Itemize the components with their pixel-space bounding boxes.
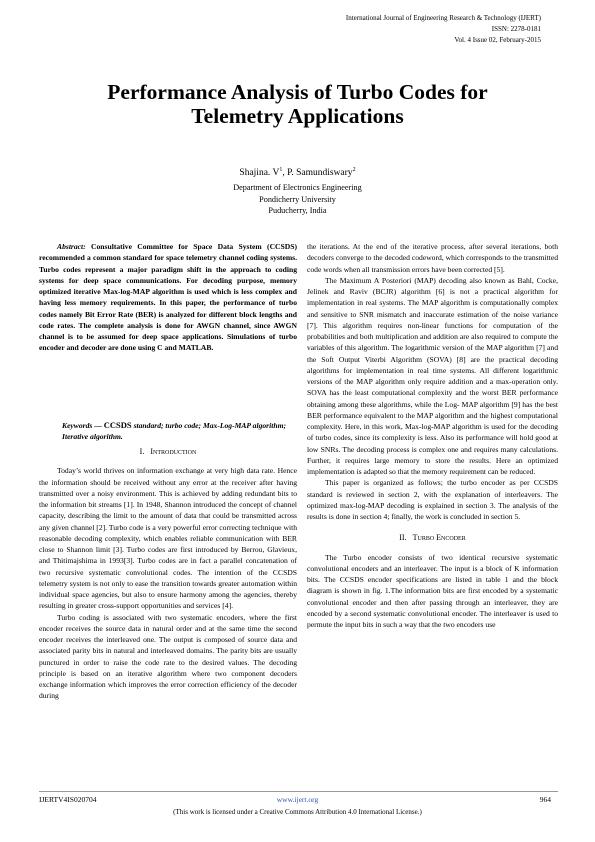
footer-divider <box>39 791 558 792</box>
intro-paragraph-2: Turbo coding is associated with two systematic encoders, where the first encoder receives the source data in natural order and at the same time the second encoder receives the interleaved one. The output is composed of source data and associated parity bits in natural and interleaved domains. The parity bits are usually punctured in order to raise the code rate to the desired values. The decoding principle is based on an iterative algorithm where two component decoders exchange information which improves the error correction efficiency of the decoder during <box>39 612 297 701</box>
journal-name: International Journal of Engineering Research & Technology (IJERT) <box>345 14 541 22</box>
keywords-text: standard; turbo code; Max-Log-MAP algorithm; Iterative algorithm. <box>62 421 287 441</box>
section-2-title: Turbo Encoder <box>412 533 466 543</box>
keywords <box>62 420 297 442</box>
affiliation-dept: Department of Electronics Engineering <box>233 183 362 192</box>
keywords-lead: CCSDS <box>103 420 132 430</box>
affiliation <box>0 182 595 217</box>
journal-header <box>346 13 541 46</box>
section-1-title: Introduction <box>150 447 197 456</box>
abstract-label: Abstract: <box>57 242 86 251</box>
abstract-text: Consultative Committee for Space Data System (CCSDS) recommended a common standard for space telemetry channel coding systems. Turbo codes represent a major paradigm shift in the approach to coding systems for deep space communications. For decoding purpose, memory optimized iterative Max-log-MAP algorithm is used which is less complex and having less memory requirements. In this paper, the performance of turbo codes namely Bit Error Rate (BER) is analyzed for different block lengths and code rates. The complete analysis is done for AWGN channel, since AWGN channel is to be assumed for deep space applications. Simulations of turbo encoder and decoder are done using C and MATLAB. <box>39 242 297 353</box>
intro-paragraph-1: Today’s world thrives on information exchange at very high data rate. Hence the information should be received without any error at the receiver after having transmitted over a noisy environment. This is achieved by adding redundant bits to the information bit streams [1]. In 1948, Shannon introduced the concept of channel capacity, describing the limit to the amount of data that could be transmitted across any given channel [2]. Turbo code is a very powerful error correcting technique with reasonable decoding complexity, which enables reliable communication with BER close to Shannon limit [3]. Turbo codes are first introduced by Berrou, Glavieux, and Thitimajshima in 1993[3]. Turbo codes are in fact a parallel concatenation of two recursive systematic convolutional codes. The intention of the CCSDS telemetry system is not only to ease the transition towards greater automation within individual space agencies, but also to ensure harmony among the agencies, thereby resulting in greater cross-support opportunities and services [4]. <box>39 466 297 611</box>
left-column-body <box>39 446 297 702</box>
encoder-paragraph-1: The Turbo encoder consists of two identical recursive systematic convolutional encoders and an interleaver. The input is a block of K information bits. The CCSDS encoder specifications are listed in table 1 and the block diagram is shown in fig. 1.The information bits are first encoded by a systematic convolutional encoder and then after passing through an interleaver, they are encoded by a second systematic convolutional encoder. The interleaver is used to permute the input bits in such a way that the two encoders use <box>307 552 558 629</box>
affiliation-city: Puducherry, India <box>268 206 327 215</box>
right-paragraph-0: the iterations. At the end of the iterative process, after several iterations, both decoders converge to the decoded codeword, which corresponds to the transmitted code words when all transmission errors have been corrected [5]. <box>307 242 558 274</box>
journal-url-link[interactable]: www.ijert.org <box>276 795 319 804</box>
author-1: Shajina. V <box>239 168 280 179</box>
author-2: , P. Samundiswary <box>282 168 353 179</box>
keywords-label: Keywords — <box>62 421 102 430</box>
paper-id: IJERTV4IS020704 <box>39 795 97 804</box>
paper-title <box>40 80 555 128</box>
section-2-heading <box>307 532 558 543</box>
issn: ISSN: 2278-0181 <box>491 25 541 33</box>
title-line-2: Telemetry Applications <box>191 104 404 128</box>
license-note: (This work is licensed under a Creative Commons Attribution 4.0 International License.) <box>173 808 422 816</box>
right-paragraph-1: The Maximum A Posteriori (MAP) decoding also known as Bahl, Cocke, Jelinek and Raviv (BCJR) algorithm [6] is not a practical algorithm for implementation in real systems. The MAP algorithm is computationally complex and sensitive to SNR mismatch and inaccurate estimation of the noise variance [7]. This algorithm requires non-linear functions for computation of the probabilities and both multiplication and addition are also required to compute the variables of this algorithm. The logarithmic version of the MAP algorithm [7] and the Soft Output Viterbi Algorithm (SOVA) [8] are the practical decoding algorithms for implementation in real time systems. All different logarithmic versions of the MAP algorithm only require addition and a max-operation only. SOVA has the least computational complexity and the worst BER performance obtaining among these algorithms, while the Log- MAP algorithm [9] has the best BER performance equivalent to the MAP algorithm and the highest computational complexity. Here, in this work, Max-log-MAP algorithm is used for the decoding of turbo codes, since its complexity is less. Also its performance will hold good at low SNRs. The decoding process is complex one and requires many calculations. Further, it requires large memory to store the results. Here an optimized implementation is adapted so that the memory requirement can be reduced. <box>307 275 558 476</box>
page-number: 964 <box>539 795 551 804</box>
affiliation-univ: Pondicherry University <box>259 194 336 204</box>
right-column-body <box>307 241 558 630</box>
author-1-sup: 1 <box>279 167 283 173</box>
title-line-1: Performance Analysis of Turbo Codes for <box>107 80 488 104</box>
section-1-heading <box>39 446 297 457</box>
authors <box>0 164 595 179</box>
section-1-number: I. <box>139 447 145 456</box>
author-2-sup: 2 <box>352 167 356 173</box>
right-paragraph-2: This paper is organized as follows; the turbo encoder as per CCSDS standard is reviewed in section 2, with the explanation of interleavers. The optimized max-log-MAP decoding is explained in section 3. The analysis of the results is done in section 4; finally, the work is concluded in section 5. <box>307 478 558 521</box>
section-2-number: II. <box>399 533 407 543</box>
abstract <box>39 241 297 354</box>
volume: Vol. 4 Issue 02, February-2015 <box>454 36 541 44</box>
